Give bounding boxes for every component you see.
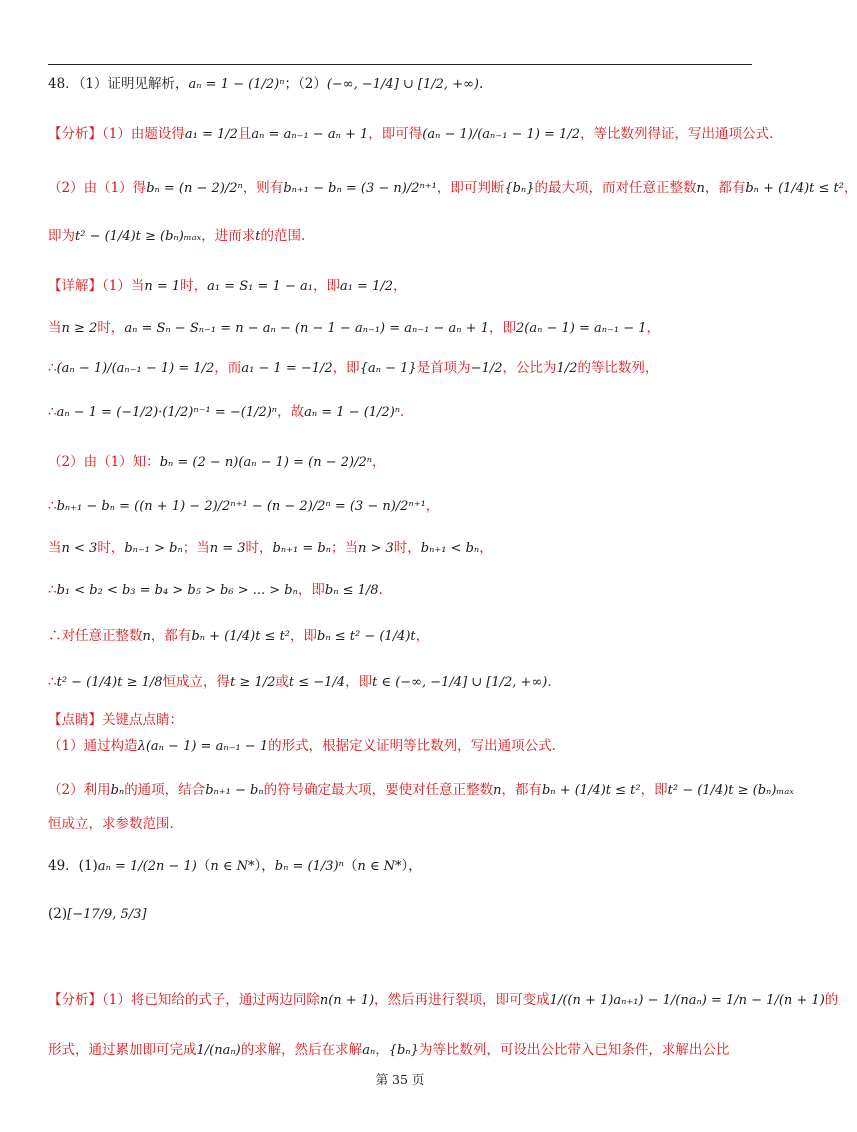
math-expression: n ≥ 2 (61, 321, 98, 336)
math-expression: t ∈ (−∞, −1/4] ∪ [1/2, +∞) (372, 675, 548, 690)
text-segment: 当 (48, 320, 62, 336)
text-segment: ， (646, 320, 661, 336)
text-segment: ）， (254, 858, 275, 874)
text-segment: 时， (393, 540, 421, 556)
math-expression: (aₙ − 1)/(aₙ₋₁ − 1) = 1/2 (422, 127, 580, 142)
text-segment: 【点睛】关键点点睛： (48, 712, 183, 728)
text-segment: 恒成立，得 (162, 674, 231, 690)
text-line-l5 (48, 276, 752, 297)
math-expression: bₙ₊₁ < bₙ (420, 541, 480, 556)
text-line-l13 (48, 626, 752, 647)
text-line-l20 (48, 904, 752, 925)
math-expression: bₙ = (1/3)ⁿ (274, 859, 344, 874)
text-segment: 时， (180, 278, 208, 294)
math-expression: 1/2 (556, 361, 578, 376)
text-segment: ， (479, 540, 493, 556)
text-segment: ，进而求 (201, 228, 256, 244)
text-segment: ；当 (330, 540, 358, 556)
text-segment: 且 (237, 126, 252, 142)
math-expression: a₁ = 1/2 (339, 279, 393, 294)
math-expression: {aₙ − 1} (359, 361, 417, 376)
text-line-l17 (48, 780, 794, 801)
text-segment: 当 (48, 540, 62, 556)
math-expression: bₙ (110, 783, 125, 798)
text-segment: ；当 (182, 540, 210, 556)
text-segment: (2) (48, 906, 68, 922)
text-segment: . (478, 76, 484, 92)
math-expression: bₙ ≤ 1/8 (324, 583, 379, 598)
math-expression: bₙ₊₁ = bₙ (272, 541, 331, 556)
text-segment: 时， (245, 540, 273, 556)
text-segment: 是首项为 (416, 360, 471, 376)
text-segment: ，即 (345, 674, 373, 690)
text-line-l16 (48, 736, 752, 757)
text-segment: 即为 (48, 228, 75, 244)
math-expression: 1/(naₙ) (196, 1043, 241, 1058)
text-segment: 的等比数列， (577, 360, 659, 376)
text-line-l10 (48, 496, 752, 517)
math-expression: bₙ₋₁ > bₙ (124, 541, 183, 556)
math-expression: n (493, 783, 502, 798)
math-expression: n > 3 (357, 541, 394, 556)
text-line-l2 (48, 124, 774, 145)
text-segment: 或 (275, 674, 289, 690)
text-segment: ，即 (332, 360, 360, 376)
text-line-l18 (48, 814, 752, 834)
text-segment: 恒成立，求参数范围. (48, 816, 174, 832)
math-expression: −1/2 (470, 361, 503, 376)
text-segment: 时， (97, 320, 125, 336)
math-expression: t² − (1/4)t ≥ (bₙ)ₘₐₓ (75, 229, 202, 244)
text-line-l1 (48, 74, 752, 95)
text-segment: （2）由（1）得 (48, 180, 147, 196)
text-segment: ∴ (48, 360, 57, 376)
text-segment: （2）由（1）知： (48, 454, 160, 470)
math-expression: aₙ = 1 − (1/2)ⁿ (304, 405, 401, 420)
text-segment: （1）通过构造 (48, 738, 138, 754)
text-segment: ，即可判断 (436, 180, 505, 196)
text-segment: ）， (401, 858, 422, 874)
text-line-l7 (48, 358, 752, 379)
text-segment: ， (415, 628, 430, 644)
text-segment: ，然后再进行裂项，即可变成 (374, 992, 550, 1008)
text-segment: 【分析】（1）将已知给的式子，通过两边同除 (48, 992, 320, 1008)
page-footer: 第 35 页 (375, 1072, 425, 1087)
text-segment: ∴ (48, 404, 57, 420)
math-expression: bₙ₊₁ − bₙ (205, 783, 264, 798)
text-segment: ，即 (297, 582, 325, 598)
text-line-l15 (48, 710, 752, 730)
math-expression: a₁ = 1/2 (184, 127, 238, 142)
math-expression: n (696, 181, 705, 196)
text-line-l21 (48, 990, 839, 1011)
text-line-l9 (48, 452, 752, 473)
math-expression: t² − (1/4)t ≥ 1/8 (56, 675, 163, 690)
text-segment: 48． (48, 76, 79, 92)
text-segment: ，公比为 (502, 360, 557, 376)
math-expression: t ≥ 1/2 (230, 675, 276, 690)
math-expression: [−17/9, 5/3] (67, 907, 147, 922)
math-expression: {bₙ} (388, 1043, 419, 1058)
text-segment: ， (375, 1042, 389, 1058)
text-segment: ∴ (48, 674, 57, 690)
text-segment: ，而 (214, 360, 242, 376)
math-expression: bₙ ≤ t² − (1/4)t (317, 629, 416, 644)
text-segment: 49．(1) (48, 858, 98, 874)
text-line-l11 (48, 538, 752, 559)
text-segment: ，即 (640, 782, 668, 798)
text-segment: ，即可得 (368, 126, 423, 142)
math-expression: aₙ = aₙ₋₁ − aₙ + 1 (251, 127, 369, 142)
text-segment: 形式，通过累加即可完成 (48, 1042, 197, 1058)
text-segment: 时， (97, 540, 125, 556)
math-expression: aₙ − 1 = (−1/2)·(1/2)ⁿ⁻¹ = −(1/2)ⁿ (56, 405, 278, 420)
math-expression: n ∈ N* (210, 859, 255, 874)
text-segment: ，等比数列得证，写出通项公式. (579, 126, 774, 142)
text-segment: ∴ (48, 582, 57, 598)
math-expression: aₙ = 1 − (1/2)ⁿ (188, 77, 285, 92)
math-expression: a₁ − 1 = −1/2 (241, 361, 333, 376)
text-segment: （ (343, 858, 358, 874)
text-line-l3 (48, 178, 857, 199)
math-expression: b₁ < b₂ < b₃ = b₄ > b₅ > b₆ > ... > bₙ (56, 583, 298, 598)
text-segment: ，即 (488, 320, 516, 336)
math-expression: t² − (1/4)t ≥ (bₙ)ₘₐₓ (667, 783, 794, 798)
text-segment: 的符号确定最大项，要使对任意正整数 (263, 782, 494, 798)
text-segment: ，都有 (501, 782, 542, 798)
text-line-l19 (48, 856, 752, 877)
text-segment: ，则有 (242, 180, 284, 196)
math-expression: n(n + 1) (319, 993, 375, 1008)
text-segment: （1）证明见解析， (78, 76, 189, 92)
text-segment: 的范围. (260, 228, 306, 244)
text-segment: ，都有 (704, 180, 746, 196)
text-segment: （2）利用 (48, 782, 111, 798)
math-expression: bₙ + (1/4)t ≤ t² (191, 629, 291, 644)
text-segment: . (547, 674, 552, 690)
text-segment: 的最大项，而对任意正整数 (534, 180, 697, 196)
math-expression: bₙ + (1/4)t ≤ t² (541, 783, 641, 798)
text-segment: 的通项，结合 (124, 782, 206, 798)
text-segment: 为等比数列，可设出公比带入已知条件，求解出公比 (418, 1042, 730, 1058)
header-rule (48, 64, 752, 65)
text-segment: （ (196, 858, 211, 874)
text-segment: ， (393, 278, 407, 294)
math-expression: aₙ = 1/(2n − 1) (97, 859, 197, 874)
math-expression: n = 3 (209, 541, 246, 556)
math-expression: 2(aₙ − 1) = aₙ₋₁ − 1 (515, 321, 647, 336)
text-segment: 的求解，然后在求解 (240, 1042, 363, 1058)
math-expression: (aₙ − 1)/(aₙ₋₁ − 1) = 1/2 (56, 361, 215, 376)
text-segment: ；（2） (284, 76, 327, 92)
math-expression: bₙ₊₁ − bₙ = ((n + 1) − 2)/2ⁿ⁺¹ − (n − 2)/2ⁿ = (3 − n)/2ⁿ⁺¹ (56, 499, 426, 514)
text-segment: 的 (824, 992, 839, 1008)
text-segment: 【分析】（1）由题设得 (48, 126, 185, 142)
math-expression: t (255, 229, 261, 244)
text-segment: 的形式，根据定义证明等比数列，写出通项公式. (268, 738, 556, 754)
text-line-l14 (48, 672, 752, 693)
text-segment: ，故 (277, 404, 305, 420)
text-segment: ，即 (290, 628, 318, 644)
text-segment: . (400, 404, 405, 420)
math-expression: {bₙ} (504, 181, 535, 196)
math-expression: bₙ = (n − 2)/2ⁿ (146, 181, 243, 196)
text-segment: ，都有 (150, 628, 192, 644)
text-line-l12 (48, 580, 752, 601)
math-expression: bₙ₊₁ − bₙ = (3 − n)/2ⁿ⁺¹ (283, 181, 437, 196)
text-segment: ∴ (48, 498, 57, 514)
math-expression: (−∞, −1/4] ∪ [1/2, +∞) (326, 77, 479, 92)
math-expression: n ∈ N* (357, 859, 402, 874)
text-line-l8 (48, 402, 752, 423)
text-segment: 【详解】（1）当 (48, 278, 145, 294)
math-expression: aₙ (362, 1043, 376, 1058)
math-expression: t ≤ −1/4 (288, 675, 346, 690)
math-expression: a₁ = S₁ = 1 − a₁ (207, 279, 313, 294)
text-segment: . (378, 582, 383, 598)
text-segment: ， (425, 498, 440, 514)
text-line-l6 (48, 318, 752, 339)
text-segment: ， (843, 180, 857, 196)
math-expression: n < 3 (61, 541, 98, 556)
math-expression: 1/((n + 1)aₙ₊₁) − 1/(naₙ) = 1/n − 1/(n + 1) (549, 993, 825, 1008)
math-expression: bₙ = (2 − n)(aₙ − 1) = (n − 2)/2ⁿ (159, 455, 372, 470)
text-segment: ∴对任意正整数 (48, 628, 143, 644)
text-line-l4 (48, 226, 752, 247)
math-expression: λ(aₙ − 1) = aₙ₋₁ − 1 (137, 739, 269, 754)
math-expression: bₙ + (1/4)t ≤ t² (745, 181, 844, 196)
math-expression: n = 1 (144, 279, 181, 294)
text-line-l22 (48, 1040, 752, 1061)
text-segment: ， (372, 454, 386, 470)
text-segment: ，即 (312, 278, 340, 294)
math-expression: aₙ = Sₙ − Sₙ₋₁ = n − aₙ − (n − 1 − aₙ₋₁) = aₙ₋₁ − aₙ + 1 (124, 321, 489, 336)
math-expression: n (142, 629, 151, 644)
